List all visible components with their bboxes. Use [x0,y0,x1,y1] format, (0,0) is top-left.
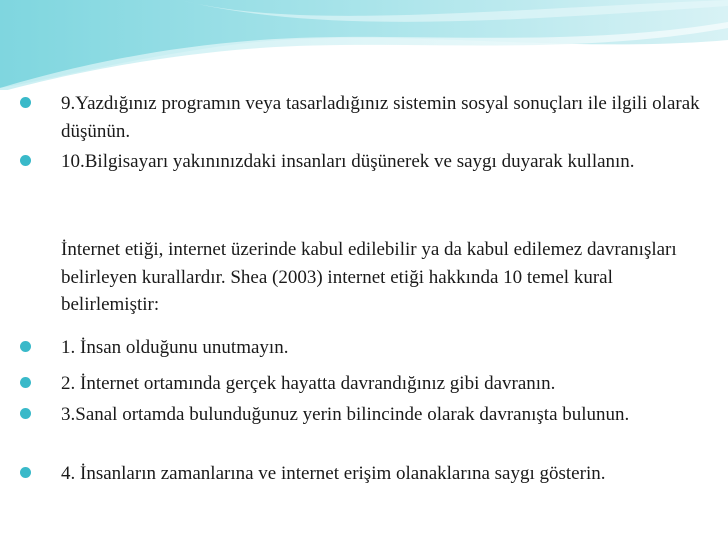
bullet-item [20,370,710,398]
bullet-item [20,460,710,488]
intro-paragraph [20,236,710,319]
bullet-icon [20,377,31,388]
bullet-icon [20,408,31,419]
bullet-item [20,90,710,145]
bullet-item [20,401,710,429]
bullet-text: 3.Sanal ortamda bulunduğunuz yerin bilincinde olarak davranışta bulunun. [61,404,630,425]
bullet-text: 10.Bilgisayarı yakınınızdaki insanları düşünerek ve saygı duyarak kullanın. [61,151,635,172]
bullet-item [20,148,710,176]
bullet-item [20,334,710,362]
bullet-icon [20,155,31,166]
bullet-icon [20,467,31,478]
bullet-text: 4. İnsanların zamanlarına ve internet erişim olanaklarına saygı gösterin. [61,463,606,484]
bullet-text: 1. İnsan olduğunu unutmayın. [61,337,289,358]
bullet-text: 9.Yazdığınız programın veya tasarladığınız sistemin sosyal sonuçları ile ilgili olarak düşünün. [61,93,700,142]
bullet-icon [20,341,31,352]
bullet-text: 2. İnternet ortamında gerçek hayatta davrandığınız gibi davranın. [61,373,556,394]
bullet-icon [20,97,31,108]
paragraph-text: İnternet etiği, internet üzerinde kabul edilebilir ya da kabul edilemez davranışları belirleyen kurallardır. Shea (2003) internet etiği hakkında 10 temel kural belirlemiştir: [61,239,677,315]
